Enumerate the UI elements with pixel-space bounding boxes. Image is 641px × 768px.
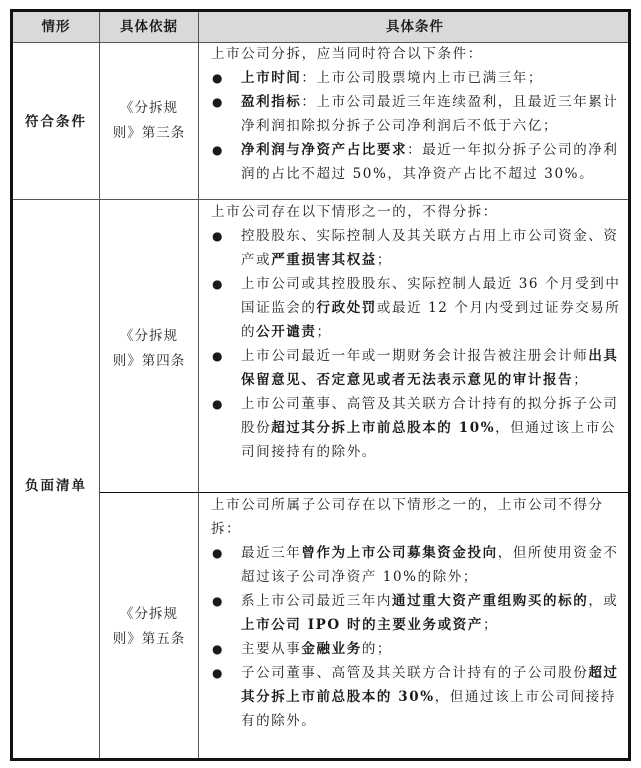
item-text: 最近三年: [241, 545, 302, 561]
item-text: 或最近 12 个月内受到过证券交易所的: [241, 300, 621, 340]
item-keyword: 盈利指标: [241, 94, 302, 110]
conditions-article-5: [207, 493, 621, 733]
basis-line: 《分拆规: [120, 606, 178, 622]
item-text: ，但所使用资金不超过该子公司净资产 10%的除外；: [241, 545, 619, 585]
situation-eligible: 符合条件: [25, 114, 87, 130]
table-header: [13, 12, 628, 43]
conditions-table: [10, 9, 631, 761]
item-text: ，或: [588, 593, 619, 609]
basis-line: 则》第三条: [112, 125, 186, 141]
item-keyword: 上市时间: [241, 70, 302, 86]
bullet-icon: ●: [212, 143, 225, 157]
item-keyword: 净利润与净资产占比要求: [241, 142, 408, 158]
item-text: 上市公司董事、高管及其关联方合计持有的拟分拆子公司股份: [241, 396, 619, 436]
conditions-article-3: [207, 42, 621, 186]
basis-article-3: [100, 96, 198, 146]
item-text: ；: [573, 372, 589, 388]
conditions-intro: 上市公司存在以下情形之一的，不得分拆：: [211, 204, 498, 220]
item-keyword: 上市公司 IPO 时的主要业务或资产: [241, 617, 483, 633]
list-item: [207, 90, 621, 138]
basis-line: 《分拆规: [120, 100, 178, 116]
list-item: [207, 344, 621, 392]
item-text: ；: [482, 617, 499, 633]
item-keyword: 行政处罚: [316, 300, 377, 316]
basis-line: 则》第四条: [112, 353, 186, 369]
conditions-intro: 上市公司分拆，应当同时符合以下条件：: [211, 46, 483, 62]
list-item: [207, 138, 621, 186]
list-item: [207, 541, 621, 589]
item-keyword: 超过其分拆上市前总股本的 30%: [241, 665, 619, 705]
item-text: 控股股东、实际控制人及其关联方占用上市公司资金、资产或: [241, 228, 619, 268]
item-keyword: 超过其分拆上市前总股本的 10%: [271, 420, 496, 436]
bullet-icon: ●: [212, 642, 225, 656]
bullet-icon: ●: [212, 349, 225, 363]
item-text: 上市公司最近一年或一期财务会计报告被注册会计师: [241, 348, 589, 364]
basis-line: 则》第五条: [112, 631, 186, 647]
item-keyword: 曾作为上市公司募集资金投向: [301, 545, 498, 561]
bullet-icon: ●: [212, 71, 225, 85]
bullet-icon: ●: [212, 594, 225, 608]
item-text: ：上市公司股票境内上市已满三年；: [301, 70, 544, 86]
item-keyword: 公开谴责: [256, 324, 317, 340]
bullet-icon: ●: [212, 666, 225, 680]
bullet-icon: ●: [212, 95, 225, 109]
bullet-icon: ●: [212, 546, 225, 560]
list-item: [207, 224, 621, 272]
item-text: 主要从事: [241, 641, 302, 657]
list-item: [207, 589, 621, 637]
header-situation: 情形: [41, 19, 71, 35]
list-item: [207, 66, 621, 90]
list-item: [207, 392, 621, 464]
item-text: ：最近一年拟分拆子公司的净利润的占比不超过 50%，其净资产占比不超过 30%。: [241, 142, 619, 182]
list-item: [207, 637, 621, 661]
bullet-icon: ●: [212, 397, 225, 411]
conditions-intro: 上市公司所属子公司存在以下情形之一的，上市公司不得分拆：: [211, 497, 604, 537]
item-text: ；: [316, 324, 332, 340]
situation-negative-list: 负面清单: [25, 478, 87, 494]
list-item: [207, 661, 621, 733]
item-text: 子公司董事、高管及其关联方合计持有的子公司股份: [241, 665, 589, 681]
item-keyword: 通过重大资产重组购买的标的: [392, 593, 589, 609]
header-conditions: 具体条件: [386, 19, 444, 35]
item-text: ：上市公司最近三年连续盈利，且最近三年累计净利润扣除拟分拆子公司净利润后不低于六亿；: [241, 94, 619, 134]
basis-line: 《分拆规: [120, 328, 178, 344]
bullet-icon: ●: [212, 277, 225, 291]
item-text: 上市公司或其控股股东、实际控制人最近 36 个月受到中国证监会的: [241, 276, 621, 316]
item-text: 系上市公司最近三年内: [241, 593, 392, 609]
item-text: ；: [376, 252, 393, 268]
item-keyword: 金融业务: [301, 641, 362, 657]
item-text: ，但通过该上市公司间接持有的除外。: [241, 420, 616, 460]
basis-article-4: [100, 324, 198, 374]
item-keyword: 出具保留意见、否定意见或者无法表示意见的审计报告: [241, 348, 619, 388]
basis-article-5: [100, 602, 198, 652]
conditions-article-4: [207, 200, 621, 464]
header-basis: 具体依据: [120, 19, 178, 35]
bullet-icon: ●: [212, 229, 225, 243]
list-item: [207, 272, 621, 344]
item-text: ，但通过该上市公司间接持有的除外。: [241, 689, 616, 729]
item-keyword: 严重损害其权益: [271, 252, 377, 268]
column-divider: [198, 12, 199, 758]
item-text: 的；: [361, 641, 393, 657]
